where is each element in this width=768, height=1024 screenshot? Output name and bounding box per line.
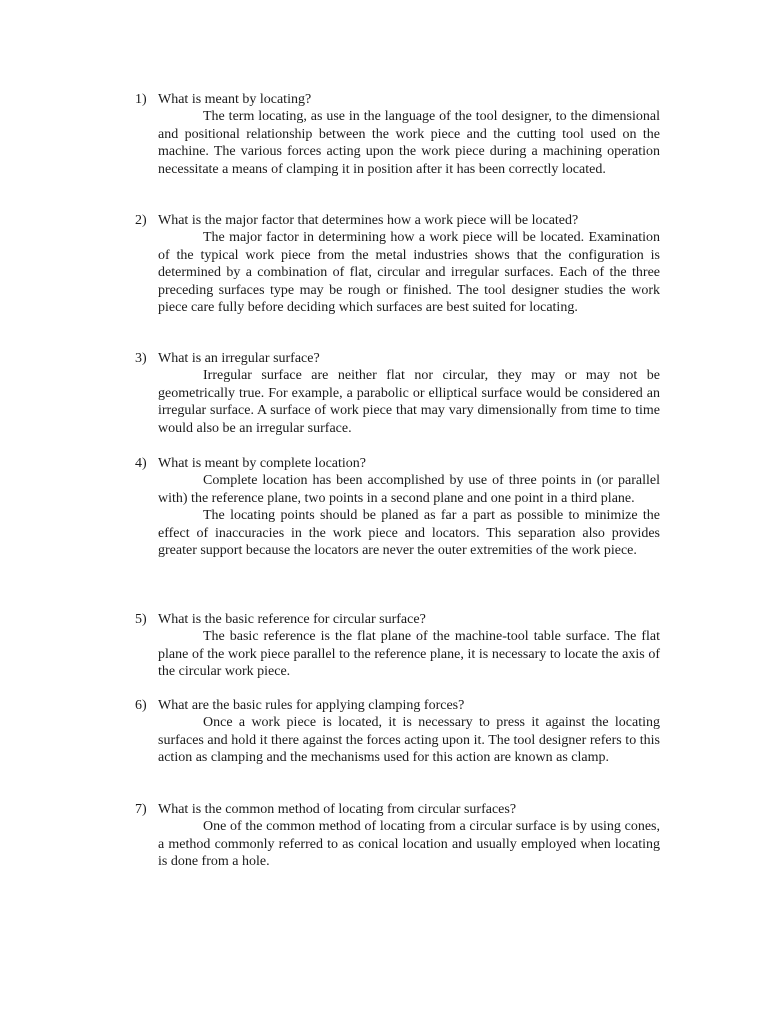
- question-text: What is the common method of locating from circular surfaces?: [158, 802, 517, 817]
- question-text: What are the basic rules for applying clamping forces?: [158, 698, 465, 713]
- question: [135, 697, 660, 714]
- qa-item-3: [135, 350, 660, 437]
- qa-item-4: [135, 455, 660, 559]
- question-number: 2): [135, 213, 147, 228]
- answer-paragraph: One of the common method of locating from a circular surface is by using cones, a method commonly referred to as conical location and usually employed when locating is done from a hole.: [158, 819, 660, 870]
- question-number: 6): [135, 698, 147, 713]
- answer: [135, 367, 660, 437]
- question-number: 7): [135, 802, 147, 817]
- question: [135, 212, 660, 229]
- question-text: What is the major factor that determines how a work piece will be located?: [158, 213, 579, 228]
- question-text: What is meant by locating?: [158, 92, 312, 107]
- qa-item-5: [135, 611, 660, 681]
- answer-paragraph: The major factor in determining how a work piece will be located. Examination of the typical work piece from the metal industries shows that the configuration is determined by a combination of flat, circular and irregular surfaces. Each of the three preceding surfaces type may be rough or finished. The tool designer studies the work piece care fully before deciding which surfaces are best suited for locating.: [158, 230, 660, 316]
- answer-paragraph: Once a work piece is located, it is necessary to press it against the locating surfaces and hold it there against the forces acting upon it. The tool designer refers to this action as clamping and the mechanisms used for this action are known as clamp.: [158, 715, 660, 766]
- answer-paragraph: The locating points should be planed as far a part as possible to minimize the effect of inaccuracies in the work piece and locators. This separation also provides greater support because the locators are never the outer extremities of the work piece.: [158, 508, 660, 559]
- question: [135, 611, 660, 628]
- question-text: What is an irregular surface?: [158, 351, 320, 366]
- qa-item-7: [135, 801, 660, 871]
- question: [135, 91, 660, 108]
- answer: [135, 818, 660, 870]
- answer: [135, 714, 660, 766]
- question-number: 4): [135, 456, 147, 471]
- answer: [135, 472, 660, 559]
- question-number: 1): [135, 92, 147, 107]
- answer: [135, 628, 660, 680]
- answer: [135, 108, 660, 178]
- answer: [135, 229, 660, 316]
- answer-paragraph: Irregular surface are neither flat nor circular, they may or may not be geometrically true. For example, a parabolic or elliptical surface would be considered an irregular surface. A surface of work piece that may vary dimensionally from time to time would also be an irregular surface.: [158, 368, 660, 436]
- question: [135, 801, 660, 818]
- question-text: What is the basic reference for circular surface?: [158, 612, 426, 627]
- answer-paragraph: The basic reference is the flat plane of the machine-tool table surface. The flat plane of the work piece parallel to the reference plane, it is necessary to locate the axis of the circular work piece.: [158, 629, 660, 680]
- qa-item-6: [135, 697, 660, 767]
- question-text: What is meant by complete location?: [158, 456, 366, 471]
- qa-item-2: [135, 212, 660, 316]
- question: [135, 455, 660, 472]
- question-number: 3): [135, 351, 147, 366]
- qa-item-1: [135, 91, 660, 178]
- answer-paragraph: The term locating, as use in the language of the tool designer, to the dimensional and positional relationship between the work piece and the cutting tool used on the machine. The various forces acting upon the work piece during a machining operation necessitate a means of clamping it in position after it has been correctly located.: [158, 109, 660, 177]
- question-number: 5): [135, 612, 147, 627]
- question: [135, 350, 660, 367]
- answer-paragraph: Complete location has been accomplished by use of three points in (or parallel with) the reference plane, two points in a second plane and one point in a third plane.: [158, 473, 660, 506]
